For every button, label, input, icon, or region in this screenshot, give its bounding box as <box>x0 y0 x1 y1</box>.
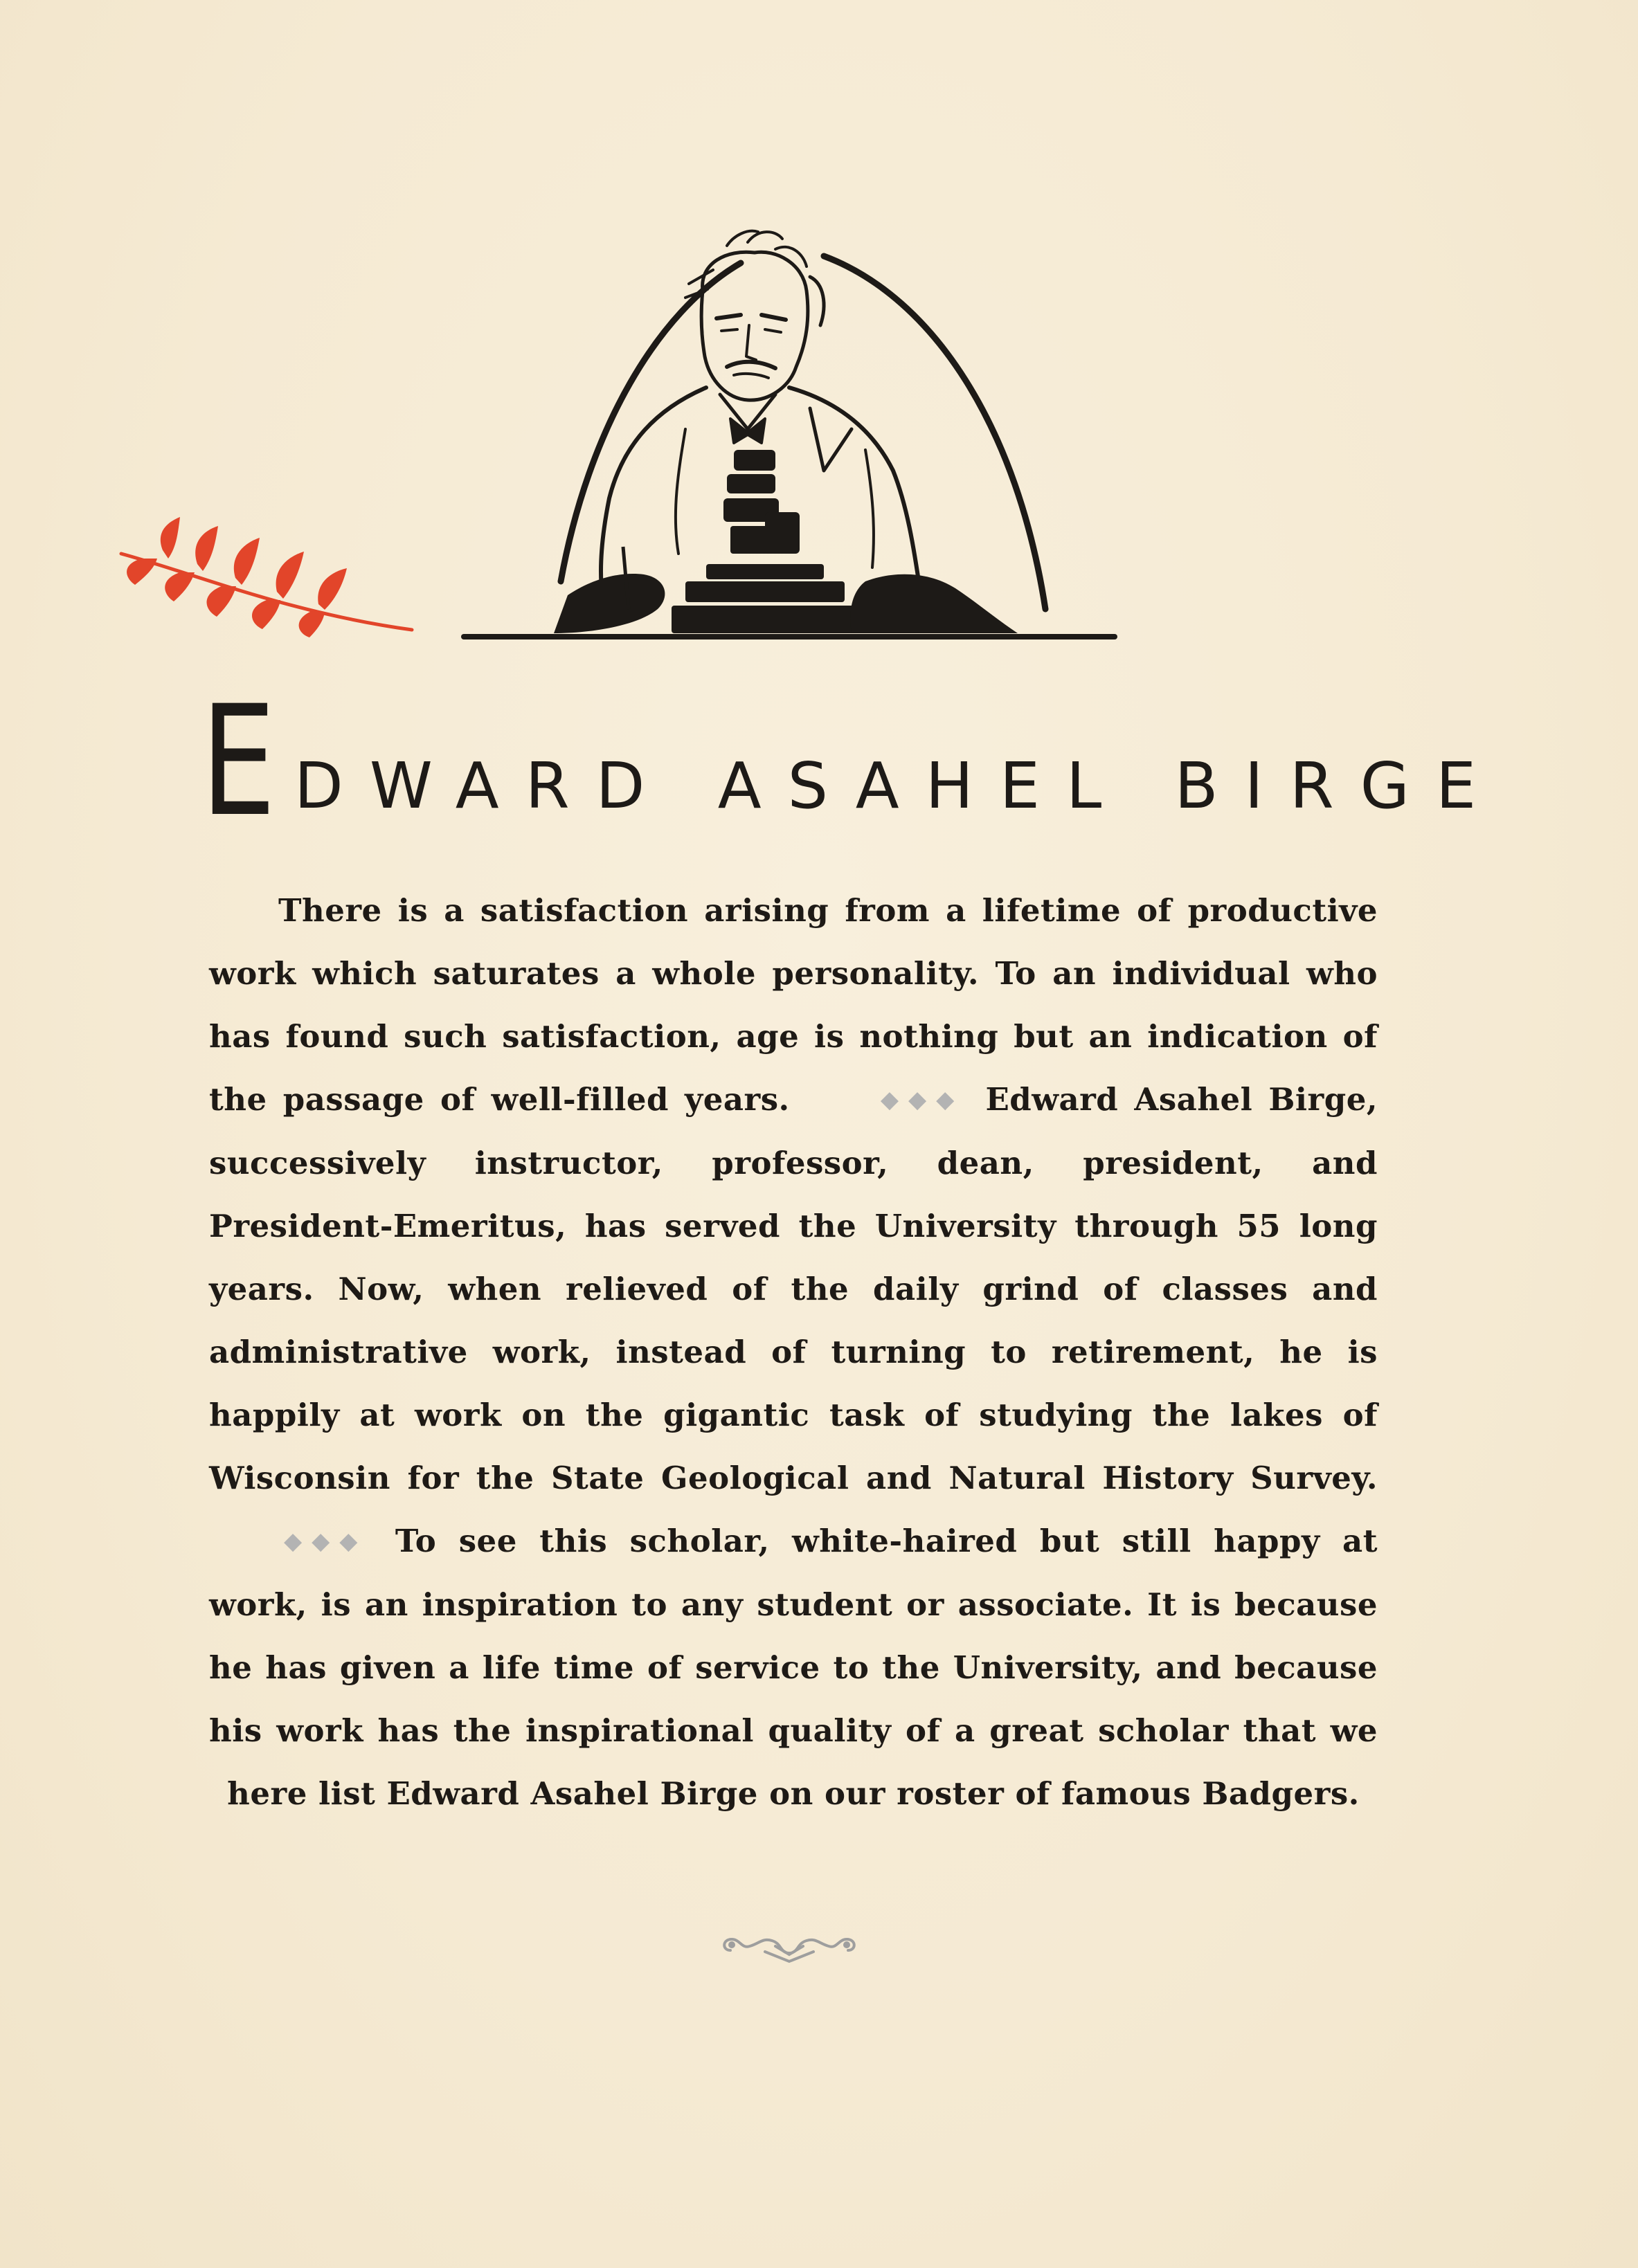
laurel-branch-icon <box>114 509 419 640</box>
scholar-with-microscope-illustration <box>450 221 1128 651</box>
body-part-3: To see this scholar, white-haired but still happy at work, is an inspiration to any student or associate. It is because he has given a life time of service to the University, and because his work has the inspirational quality of a great scholar that we here list Edward Asahel Birge on our roster of famous Badgers. <box>209 1523 1378 1812</box>
title-rest: DWARD ASAHEL BIRGE <box>294 749 1503 823</box>
diamond-separator-1: ◆◆◆ <box>880 1086 964 1114</box>
page-title <box>201 673 1503 850</box>
title-initial: E <box>201 673 276 850</box>
body-paragraph <box>209 879 1378 1825</box>
diamond-separator-2: ◆◆◆ <box>284 1527 368 1555</box>
body-part-2: Edward Asahel Birge, successively instructor, professor, dean, president, and President-Emeritus, has served the University through 55 long years. Now, when relieved of the daily grind of classes and administrative work, instead of turning to retirement, he is happily at work on the gigantic task of studying the lakes of Wisconsin for the State Geological and Natural History Survey. <box>209 1081 1378 1496</box>
body-part-1: There is a satisfaction arising from a lifetime of productive work which saturates a whole personality. To an individual who has found such satisfaction, age is nothing but an indication of the passage of well-filled years. <box>209 892 1378 1118</box>
scroll-ornament-icon <box>717 1931 862 1967</box>
